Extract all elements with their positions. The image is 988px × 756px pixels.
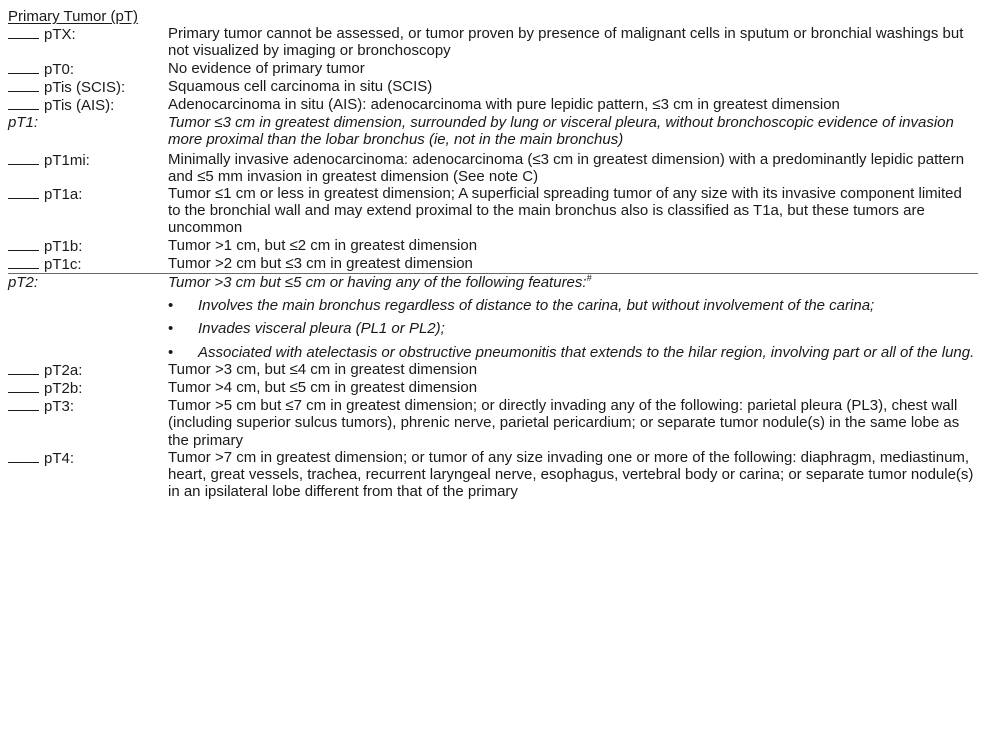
- row-pt2a: [8, 361, 978, 379]
- pt2-feature-visceral-pleura: • Invades visceral pleura (PL1 or PL2);: [168, 320, 978, 337]
- row-ptis-scis: [8, 78, 978, 96]
- checkbox-blank-pt1a[interactable]: [8, 185, 39, 199]
- row-pt2: [8, 273, 978, 361]
- checkbox-blank-pt4[interactable]: [8, 449, 39, 463]
- row-pt1c: [8, 255, 978, 273]
- code-pt2a: pT2a:: [44, 361, 83, 379]
- code-pt1: pT1:: [8, 114, 39, 132]
- desc-pt1: Tumor ≤3 cm in greatest dimension, surrounded by lung or visceral pleura, without bronchoscopic evidence of invasion more proximal than the lobar bronchus (ie, not in the main bronchus): [168, 114, 954, 149]
- pt2-feature-list: [168, 297, 978, 361]
- desc-pt2: Tumor >3 cm but ≤5 cm or having any of the following features:: [168, 274, 587, 292]
- code-ptx: pTX:: [44, 26, 76, 44]
- desc-ptis-scis: Squamous cell carcinoma in situ (SCIS): [168, 77, 433, 95]
- pt2-feature-atelectasis: • Associated with atelectasis or obstructive pneumonitis that extends to the hilar region, involving part or all of the lung.: [168, 344, 978, 361]
- desc-ptis-ais: Adenocarcinoma in situ (AIS): adenocarcinoma with pure lepidic pattern, ≤3 cm in greatest dimension: [168, 96, 840, 114]
- code-pt4: pT4:: [44, 449, 75, 467]
- pt-staging-section: [8, 0, 978, 500]
- code-pt1a: pT1a:: [44, 186, 83, 204]
- desc-pt1a: Tumor ≤1 cm or less in greatest dimension; A superficial spreading tumor of any size with its invasive component limited to the bronchial wall and may extend proximal to the main bronchus also is classified as T1a, but these tumors are uncommon: [168, 185, 962, 237]
- code-pt2: pT2:: [8, 274, 39, 292]
- code-pt1b: pT1b:: [44, 237, 83, 255]
- checkbox-blank-ptx[interactable]: [8, 25, 39, 39]
- checkbox-blank-pt1mi[interactable]: [8, 151, 39, 165]
- code-pt1c: pT1c:: [44, 255, 82, 273]
- desc-pt1b: Tumor >1 cm, but ≤2 cm in greatest dimension: [168, 236, 478, 254]
- desc-ptx: Primary tumor cannot be assessed, or tumor proven by presence of malignant cells in sputum or bronchial washings but not visualized by imaging or bronchoscopy: [168, 25, 964, 60]
- row-ptx: [8, 25, 978, 59]
- checkbox-blank-pt1c[interactable]: [8, 255, 39, 269]
- code-ptis-ais: pTis (AIS):: [44, 97, 115, 115]
- code-ptis-scis: pTis (SCIS):: [44, 78, 126, 96]
- desc-pt4: Tumor >7 cm in greatest dimension; or tumor of any size invading one or more of the following: diaphragm, mediastinum, heart, great vessels, trachea, recurrent laryngeal nerve, esophagus, vertebral body or carina; or separate tumor nodule(s) in an ipsilateral lobe different from that of the primary: [168, 448, 974, 501]
- row-pt1a: [8, 185, 978, 237]
- checkbox-blank-pt2a[interactable]: [8, 361, 39, 375]
- row-pt0: [8, 60, 978, 78]
- checkbox-blank-ptis-scis[interactable]: [8, 78, 39, 92]
- pt2-feature-main-bronchus: • Involves the main bronchus regardless of distance to the carina, but without involvement of the carina;: [168, 297, 978, 314]
- code-pt2b: pT2b:: [44, 380, 83, 398]
- code-pt3: pT3:: [44, 398, 75, 416]
- row-pt1: [8, 114, 978, 148]
- checkbox-blank-pt0[interactable]: [8, 60, 39, 74]
- row-ptis-ais: [8, 96, 978, 114]
- code-pt1mi: pT1mi:: [44, 151, 90, 169]
- section-title: Primary Tumor (pT): [8, 8, 139, 25]
- checkbox-blank-pt3[interactable]: [8, 397, 39, 411]
- checkbox-blank-pt1b[interactable]: [8, 237, 39, 251]
- desc-pt1mi: Minimally invasive adenocarcinoma: adenocarcinoma (≤3 cm in greatest dimension) with a predominantly lepidic pattern and ≤5 mm invasion in greatest dimension (See note C): [168, 150, 965, 185]
- row-pt1mi: [8, 151, 978, 185]
- row-pt4: [8, 449, 978, 501]
- code-pt0: pT0:: [44, 60, 75, 78]
- desc-pt1c: Tumor >2 cm but ≤3 cm in greatest dimension: [168, 254, 473, 272]
- row-pt3: [8, 397, 978, 449]
- checkbox-blank-pt2b[interactable]: [8, 379, 39, 393]
- desc-pt3: Tumor >5 cm but ≤7 cm in greatest dimension; or directly invading any of the following: parietal pleura (PL3), chest wall (including superior sulcus tumors), phrenic nerve, parietal pericardium; or separate tumor nodule(s) in the same lobe as the primary: [168, 397, 960, 449]
- row-pt1b: [8, 237, 978, 255]
- footnote-mark: #: [586, 273, 592, 284]
- desc-pt2a: Tumor >3 cm, but ≤4 cm in greatest dimension: [168, 360, 478, 378]
- row-pt2b: [8, 379, 978, 397]
- checkbox-blank-ptis-ais[interactable]: [8, 96, 39, 110]
- desc-pt2b: Tumor >4 cm, but ≤5 cm in greatest dimension: [168, 379, 478, 397]
- desc-pt0: No evidence of primary tumor: [168, 59, 365, 77]
